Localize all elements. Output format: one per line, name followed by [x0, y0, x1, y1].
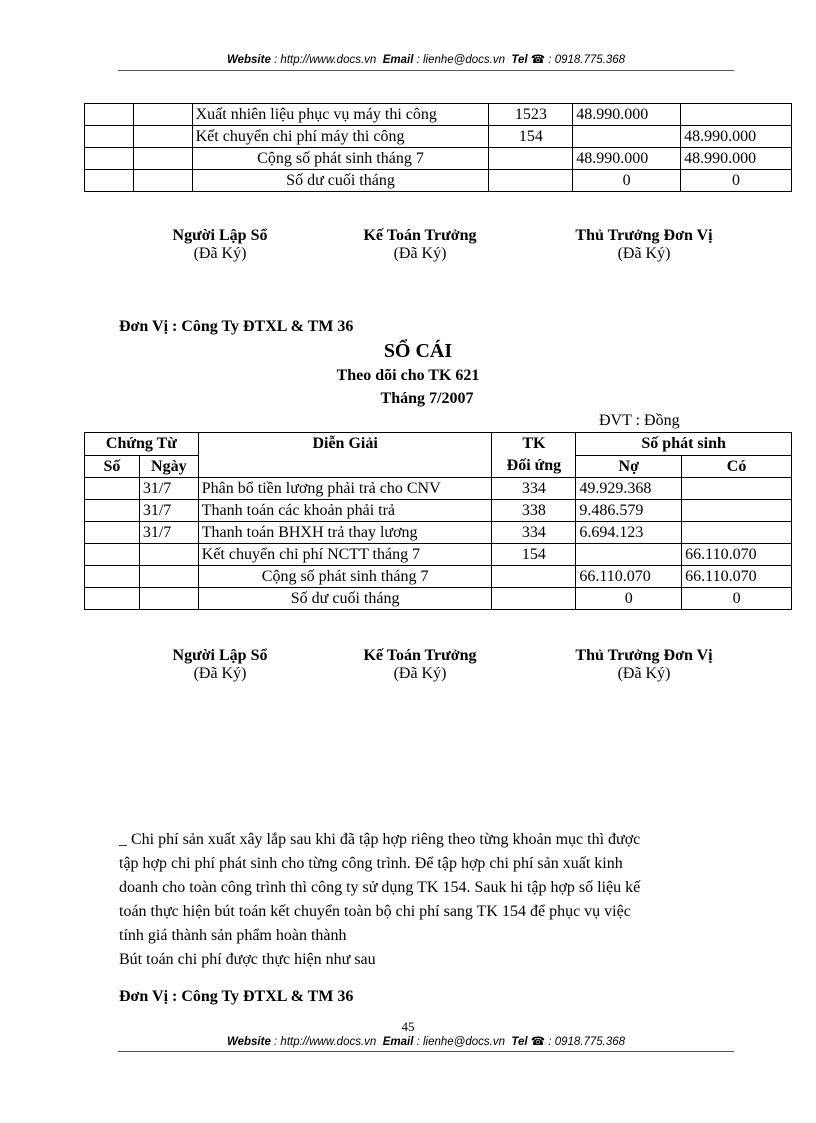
cell-dien-giai: Thanh toán các khoản phải trả	[198, 500, 492, 522]
signature-status: (Đã Ký)	[617, 245, 671, 262]
cell-co: 0	[681, 170, 792, 192]
cell-no: 48.990.000	[573, 148, 681, 170]
ledger-title: SỔ CÁI	[383, 340, 453, 362]
header-tel-label: Tel	[511, 54, 528, 66]
cell-no: 9.486.579	[576, 500, 682, 522]
cell-dien-giai: Số dư cuối tháng	[192, 170, 489, 192]
cell-co: 66.110.070	[682, 544, 792, 566]
cell-dien-giai: Kết chuyển chi phí NCTT tháng 7	[198, 544, 492, 566]
signature-title: Thủ Trưởng Đơn Vị	[575, 227, 713, 244]
header-so: Số	[85, 455, 140, 478]
cell-so	[85, 126, 134, 148]
cell-dien-giai: Thanh toán BHXH trả thay lương	[198, 522, 492, 544]
cell-ngay	[133, 104, 192, 126]
cell-tk: 338	[492, 500, 576, 522]
table-row	[85, 500, 792, 522]
table-header-row	[85, 433, 792, 456]
cell-dien-giai: Kết chuyển chi phí máy thi công	[192, 126, 489, 148]
cell-ngay: 31/7	[139, 522, 198, 544]
ledger-month: Tháng 7/2007	[380, 390, 474, 407]
header-email-label: Email	[382, 54, 414, 66]
signature-status: (Đã Ký)	[393, 665, 447, 682]
header-tk-line1: TK	[522, 435, 546, 452]
signature-status: (Đã Ký)	[193, 665, 247, 682]
cell-no	[573, 126, 681, 148]
ledger-table	[84, 432, 792, 610]
cell-ngay	[139, 544, 198, 566]
signature-preparer	[150, 647, 290, 683]
cell-no: 49.929.368	[576, 478, 682, 500]
paragraph-line: tính giá thành sản phẩm hoàn thành	[119, 927, 347, 944]
cell-tk: 154	[489, 126, 573, 148]
cell-dien-giai: Cộng số phát sinh tháng 7	[198, 566, 492, 588]
header-ngay: Ngày	[139, 455, 198, 478]
footer-website-label: Website	[226, 1036, 271, 1048]
table-row	[85, 566, 792, 588]
cell-dien-giai: Phân bổ tiền lương phải trả cho CNV	[198, 478, 492, 500]
footer-tel-value: ☎ : 0918.775.368	[530, 1036, 626, 1048]
cell-no: 0	[573, 170, 681, 192]
cell-no: 6.694.123	[576, 522, 682, 544]
signature-status: (Đã Ký)	[193, 245, 247, 262]
cell-co: 66.110.070	[682, 566, 792, 588]
paragraph-line: tập hợp chi phí phát sinh cho từng công trình. Để tập hợp chi phí sản xuất kinh	[119, 855, 623, 872]
cell-so	[85, 566, 140, 588]
cell-ngay	[139, 566, 198, 588]
cell-so	[85, 104, 134, 126]
cell-so	[85, 588, 140, 610]
cell-tk	[489, 148, 573, 170]
header-website-label: Website	[226, 54, 271, 66]
cell-tk: 334	[492, 478, 576, 500]
signature-title: Người Lập Sổ	[172, 647, 268, 664]
signature-title: Kế Toán Trưởng	[363, 227, 477, 244]
cell-so	[85, 478, 140, 500]
table-row	[85, 148, 792, 170]
signature-chief-accountant	[344, 227, 496, 263]
cell-no: 66.110.070	[576, 566, 682, 588]
cell-co	[682, 500, 792, 522]
cell-ngay: 31/7	[139, 478, 198, 500]
table-row	[85, 544, 792, 566]
signature-unit-head	[554, 647, 734, 683]
cell-tk	[489, 170, 573, 192]
table-row	[85, 170, 792, 192]
header-website-link[interactable]: : http://www.docs.vn	[274, 54, 377, 66]
page-number: 45	[401, 1019, 415, 1034]
header-email-link[interactable]: : lienhe@docs.vn	[416, 54, 505, 66]
cell-co: 48.990.000	[681, 148, 792, 170]
cell-tk: 334	[492, 522, 576, 544]
cell-tk: 1523	[489, 104, 573, 126]
paragraph-line: toán thực hiện bút toán kết chuyển toàn bộ chi phí sang TK 154 để phục vụ việc	[119, 903, 631, 920]
cell-tk	[492, 566, 576, 588]
signature-preparer	[150, 227, 290, 263]
cell-ngay	[139, 588, 198, 610]
table-row	[85, 478, 792, 500]
cell-so	[85, 522, 140, 544]
unit-name: Đơn Vị : Công Ty ĐTXL & TM 36	[119, 318, 354, 335]
signature-unit-head	[554, 227, 734, 263]
cell-ngay	[133, 148, 192, 170]
ledger-table-continued	[84, 103, 792, 192]
header-so-phat-sinh: Số phát sinh	[576, 433, 792, 456]
cell-ngay	[133, 170, 192, 192]
ledger-subtitle: Theo dõi cho TK 621	[336, 367, 480, 384]
signature-title: Kế Toán Trưởng	[363, 647, 477, 664]
signature-title: Thủ Trưởng Đơn Vị	[575, 647, 713, 664]
signature-status: (Đã Ký)	[393, 245, 447, 262]
header-chung-tu: Chứng Từ	[85, 433, 199, 456]
cell-so	[85, 500, 140, 522]
footer-rule	[118, 1051, 734, 1052]
cell-ngay: 31/7	[139, 500, 198, 522]
body-paragraph	[119, 828, 745, 972]
header-dien-giai: Diễn Giải	[198, 433, 492, 478]
table-row	[85, 522, 792, 544]
header-co: Có	[682, 455, 792, 478]
header-no: Nợ	[576, 455, 682, 478]
cell-co	[681, 104, 792, 126]
page-footer	[118, 1034, 734, 1048]
cell-tk	[492, 588, 576, 610]
page-header	[118, 52, 734, 66]
cell-no: 0	[576, 588, 682, 610]
cell-no	[576, 544, 682, 566]
footer-unit-name: Đơn Vị : Công Ty ĐTXL & TM 36	[119, 988, 354, 1005]
footer-email-label: Email	[382, 1036, 414, 1048]
paragraph-line: doanh cho toàn công trình thì công ty sử dụng TK 154. Sauk hi tập hợp số liệu kế	[119, 879, 641, 896]
cell-co	[682, 478, 792, 500]
signature-title: Người Lập Sổ	[172, 227, 268, 244]
header-tk	[492, 433, 576, 478]
cell-ngay	[133, 126, 192, 148]
cell-so	[85, 148, 134, 170]
signature-status: (Đã Ký)	[617, 665, 671, 682]
cell-so	[85, 544, 140, 566]
currency-unit: ĐVT : Đồng	[599, 412, 680, 429]
footer-email-link[interactable]: : lienhe@docs.vn	[416, 1036, 505, 1048]
header-tel-value: ☎ : 0918.775.368	[530, 54, 626, 66]
cell-no: 48.990.000	[573, 104, 681, 126]
cell-so	[85, 170, 134, 192]
footer-website-link[interactable]: : http://www.docs.vn	[274, 1036, 377, 1048]
paragraph-line: Bút toán chi phí được thực hiện như sau	[119, 951, 376, 968]
cell-co	[682, 522, 792, 544]
signature-chief-accountant	[344, 647, 496, 683]
cell-dien-giai: Cộng số phát sinh tháng 7	[192, 148, 489, 170]
cell-dien-giai: Số dư cuối tháng	[198, 588, 492, 610]
footer-tel-label: Tel	[511, 1036, 528, 1048]
header-tk-line2: Đối ứng	[506, 457, 562, 474]
cell-dien-giai: Xuất nhiên liệu phục vụ máy thi công	[192, 104, 489, 126]
table-row	[85, 104, 792, 126]
cell-tk: 154	[492, 544, 576, 566]
table-row	[85, 126, 792, 148]
cell-co: 48.990.000	[681, 126, 792, 148]
table-row	[85, 588, 792, 610]
header-rule	[118, 70, 734, 71]
cell-co: 0	[682, 588, 792, 610]
paragraph-line: _ Chi phí sản xuất xây lắp sau khi đã tập hợp riêng theo từng khoản mục thì được	[119, 831, 641, 848]
